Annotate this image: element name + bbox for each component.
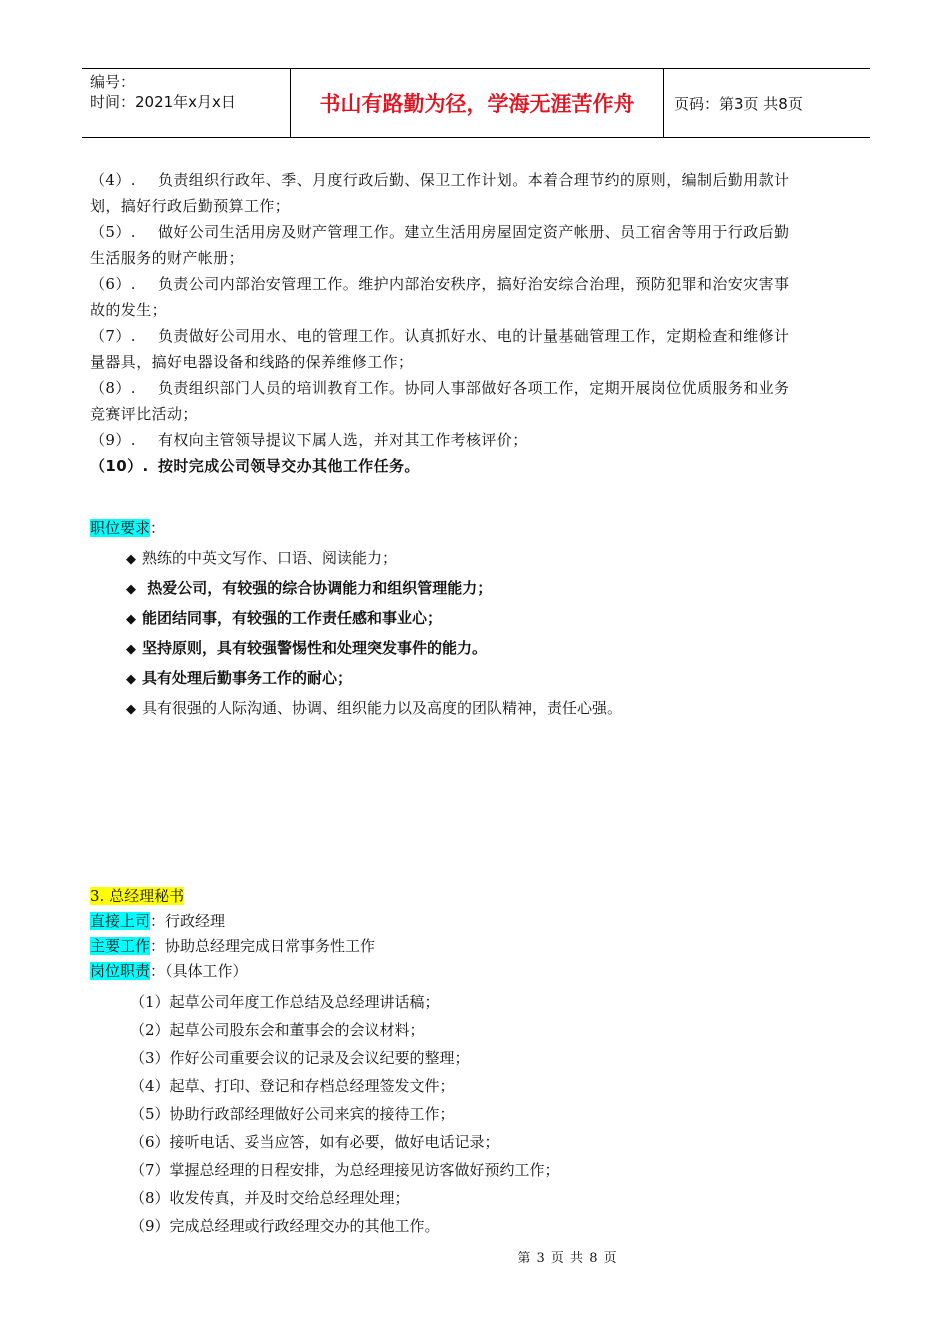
page-code: 页码：第3页 共8页 <box>674 94 803 113</box>
requirement-item <box>126 574 865 604</box>
diamond-bullet-icon: ◆ <box>126 582 136 597</box>
secretary-duty-item: （5）协助行政部经理做好公司来宾的接待工作； <box>130 1105 455 1123</box>
duty-continuation: 划，搞好行政后勤预算工作； <box>90 197 291 215</box>
diamond-bullet-icon: ◆ <box>126 702 136 717</box>
work-value: ：协助总经理完成日常事务性工作 <box>150 937 376 955</box>
secretary-duty-item: （6）接听电话、妥当应答，如有必要，做好电话记录； <box>130 1133 500 1151</box>
requirement-text: 熟练的中英文写作、口语、阅读能力； <box>142 549 398 567</box>
duty-item <box>90 375 865 401</box>
duties-section <box>90 167 865 479</box>
duty-text: 负责公司内部治安管理工作。维护内部治安秩序，搞好治安综合治理，预防犯罪和治安灾害事 <box>158 275 790 293</box>
work-label: 主要工作 <box>90 937 151 955</box>
requirement-text: 能团结同事，有较强的工作责任感和事业心； <box>142 609 443 627</box>
secretary-duty-item: （1）起草公司年度工作总结及总经理讲话稿； <box>130 993 440 1011</box>
requirement-item <box>126 664 865 694</box>
requirement-item <box>126 604 865 634</box>
motto: 书山有路勤为径，学海无涯苦作舟 <box>291 69 664 137</box>
duty-number: （8）. <box>90 379 136 397</box>
diamond-bullet-icon: ◆ <box>126 642 136 657</box>
secretary-duty-item: （7）掌握总经理的日程安排，为总经理接见访客做好预约工作； <box>130 1161 560 1179</box>
secretary-duty-item: （8）收发传真，并及时交给总经理处理； <box>130 1189 410 1207</box>
duty-number: （4）. <box>90 171 136 189</box>
duty-number: （6）. <box>90 275 136 293</box>
number-label: 编号： <box>90 73 136 91</box>
duty-continuation: 竞赛评比活动； <box>90 405 198 423</box>
requirements-colon: ： <box>150 519 166 537</box>
requirements-title: 职位要求 <box>90 519 151 537</box>
duty-number: （9）. <box>90 431 136 449</box>
duty-text: 有权向主管领导提议下属人选，并对其工作考核评价； <box>158 431 528 449</box>
duty-label: 岗位职责 <box>90 962 151 980</box>
time-label: 时间：2021年x月x日 <box>90 93 236 111</box>
requirement-item <box>126 544 865 574</box>
duty-text: 负责组织行政年、季、月度行政后勤、保卫工作计划。本着合理节约的原则，编制后勤用款计 <box>158 171 790 189</box>
requirement-text: 坚持原则，具有较强警惕性和处理突发事件的能力。 <box>142 639 488 657</box>
duty-item <box>90 219 865 245</box>
document-header <box>82 68 870 138</box>
secretary-section <box>90 884 865 1240</box>
secretary-duty-item: （2）起草公司股东会和董事会的会议材料； <box>130 1021 425 1039</box>
requirement-item <box>126 634 865 664</box>
duty-number: （7）. <box>90 327 136 345</box>
work-line <box>90 934 865 959</box>
duty-item <box>90 453 865 479</box>
header-meta <box>82 69 291 137</box>
boss-line <box>90 909 865 934</box>
diamond-bullet-icon: ◆ <box>126 552 136 567</box>
duty-item <box>90 323 865 349</box>
diamond-bullet-icon: ◆ <box>126 612 136 627</box>
duty-text: 按时完成公司领导交办其他工作任务。 <box>158 457 420 475</box>
boss-label: 直接上司 <box>90 912 151 930</box>
duty-text: 负责做好公司用水、电的管理工作。认真抓好水、电的计量基础管理工作，定期检查和维修计 <box>158 327 790 345</box>
secretary-duty-item: （4）起草、打印、登记和存档总经理签发文件； <box>130 1077 455 1095</box>
secretary-heading <box>90 884 865 909</box>
requirements-section <box>90 516 865 724</box>
duty-number: （5）. <box>90 223 136 241</box>
duty-number: （10）. <box>90 457 149 475</box>
requirement-text: 具有处理后勤事务工作的耐心； <box>142 669 353 687</box>
duty-line <box>90 959 865 984</box>
duty-continuation: 生活服务的财产帐册； <box>90 249 245 267</box>
requirement-text: 热爱公司，有较强的综合协调能力和组织管理能力； <box>142 579 493 597</box>
requirement-item <box>126 694 865 724</box>
page-footer <box>0 1247 950 1266</box>
secretary-duty-item: （3）作好公司重要会议的记录及会议纪要的整理； <box>130 1049 470 1067</box>
secretary-title: 3. 总经理秘书 <box>90 887 185 905</box>
duty-continuation: 量器具，搞好电器设备和线路的保养维修工作； <box>90 353 414 371</box>
duty-text: 负责组织部门人员的培训教育工作。协同人事部做好各项工作，定期开展岗位优质服务和业务 <box>158 379 790 397</box>
boss-value: ：行政经理 <box>150 912 226 930</box>
diamond-bullet-icon: ◆ <box>126 672 136 687</box>
requirement-text: 具有很强的人际沟通、协调、组织能力以及高度的团队精神，责任心强。 <box>142 699 623 717</box>
duty-item <box>90 167 865 193</box>
secretary-duty-item: （9）完成总经理或行政经理交办的其他工作。 <box>130 1217 440 1235</box>
footer-text: 第 3 页 共 8 页 <box>517 1251 618 1266</box>
requirements-heading <box>90 516 865 541</box>
duty-value: ：（具体工作） <box>150 962 248 980</box>
duty-text: 做好公司生活用房及财产管理工作。建立生活用房屋固定资产帐册、员工宿舍等用于行政后勤 <box>158 223 790 241</box>
duty-continuation: 故的发生； <box>90 301 168 319</box>
duty-item <box>90 427 865 453</box>
duty-item <box>90 271 865 297</box>
